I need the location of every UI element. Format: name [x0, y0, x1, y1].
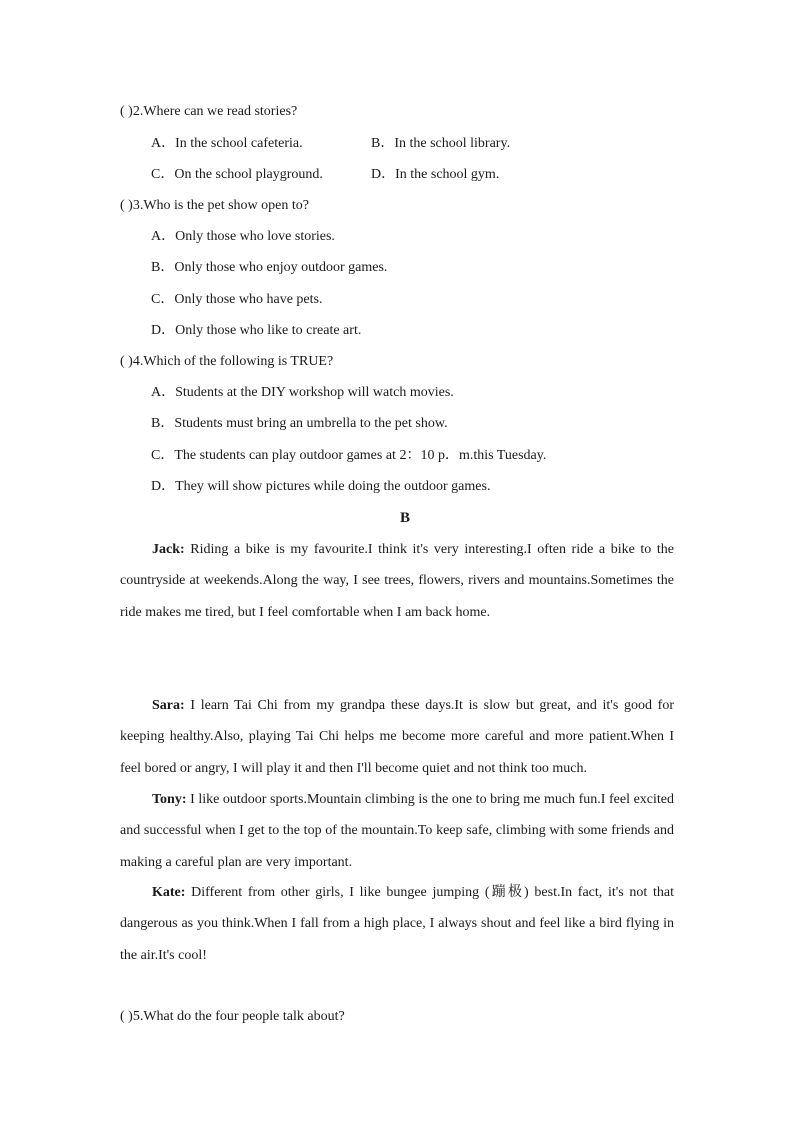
speaker-sara: Sara:	[152, 698, 185, 713]
paragraph-sara-text: I learn Tai Chi from my grandpa these days.It is slow but great, and it's good for keeping healthy.Also, playing Tai Chi helps me become more careful and more patient.When I feel bored or angry, I will play it and then I'll become quiet and not think too much.	[120, 698, 674, 776]
paragraph-kate-text: Different from other girls, I like bungee jumping (蹦极) best.In fact, it's not that dangerous as you think.When I fall from a high place, I always shout and feel like a bird flying in the air.It's cool!	[120, 885, 674, 963]
question-2-stem: ( )2.Where can we read stories?	[120, 104, 298, 119]
question-3-option-c: C．Only those who have pets.	[151, 292, 323, 307]
paragraph-kate	[120, 877, 674, 971]
question-2-option-d: D．In the school gym.	[371, 167, 500, 182]
speaker-kate: Kate:	[152, 885, 186, 900]
question-2-option-a: A．In the school cafeteria.	[151, 136, 303, 151]
question-3-option-a: A．Only those who love stories.	[151, 229, 335, 244]
paragraph-tony	[120, 784, 674, 878]
question-3-stem: ( )3.Who is the pet show open to?	[120, 198, 309, 213]
question-2-option-b: B．In the school library.	[371, 136, 511, 151]
paragraph-tony-text: I like outdoor sports.Mountain climbing is the one to bring me much fun.I feel excited and successful when I get to the top of the mountain.To keep safe, climbing with some friends and making a careful plan are very important.	[120, 792, 674, 870]
question-4-option-d: D．They will show pictures while doing the outdoor games.	[151, 479, 491, 494]
question-4-option-b: B．Students must bring an umbrella to the pet show.	[151, 416, 448, 431]
paragraph-jack-text: Riding a bike is my favourite.I think it's very interesting.I often ride a bike to the countryside at weekends.Along the way, I see trees, flowers, rivers and mountains.Sometimes the ride makes me tired, but I feel comfortable when I am back home.	[120, 542, 674, 620]
question-3-option-d: D．Only those who like to create art.	[151, 323, 362, 338]
question-2-option-c: C．On the school playground.	[151, 167, 323, 182]
question-5-stem: ( )5.What do the four people talk about?	[120, 1009, 345, 1024]
paragraph-sara	[120, 690, 674, 784]
question-4-option-a: A．Students at the DIY workshop will watch movies.	[151, 385, 454, 400]
question-4-stem: ( )4.Which of the following is TRUE?	[120, 354, 334, 369]
speaker-jack: Jack:	[152, 542, 185, 557]
question-3-option-b: B．Only those who enjoy outdoor games.	[151, 260, 388, 275]
paragraph-jack	[120, 534, 674, 628]
section-b-heading: B	[400, 510, 411, 526]
question-4-option-c: C．The students can play outdoor games at 2：10 p．m.this Tuesday.	[151, 448, 547, 463]
speaker-tony: Tony:	[152, 792, 187, 807]
